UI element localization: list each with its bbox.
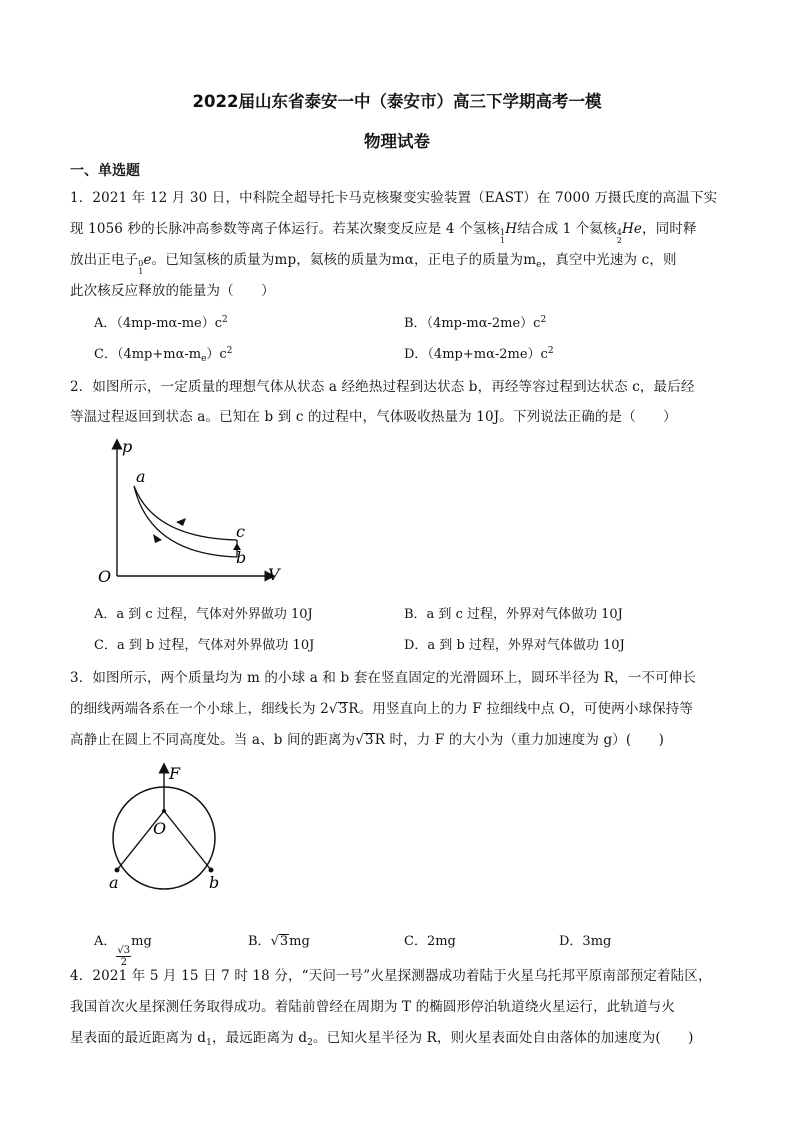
force-f-label: F [169,764,181,783]
q3-line-2: 的细线两端各系在一个小球上，细线长为 2√3R。用竖直向上的力 F 拉细线中点 O，可使两小球保持等 [70,701,694,717]
state-c-label: c [236,522,245,541]
page-title: 2022届山东省泰安一中（泰安市）高三下学期高考一模 [192,92,602,111]
state-a-label: a [136,467,146,486]
q1-line-1: 1．2021 年 12 月 30 日，中科院全超导托卡马克核聚变实验装置（EAST）在 7000 万摄氏度的高温下实 [70,190,718,206]
q1-line-2: 现 1056 秒的长脉冲高参数等离子体运行。若某次聚变反应是 4 个氢核 1 1 H结合成 1 个氦核 4 2 He，同时释 [70,221,697,245]
ball-a-label: a [109,873,119,892]
q1-line-4: 此次核反应释放的能量为（ ） [70,283,275,299]
ball-b-label: b [209,873,220,892]
ball-a [115,868,120,873]
positron-symbol: 0 1 e [138,252,152,276]
ball-b [209,868,214,873]
q2-option-b[interactable]: B．a 到 c 过程，外界对气体做功 10J [404,607,623,622]
pv-diagram [92,436,292,586]
q3-line-1: 3．如图所示，两个质量均为 m 的小球 a 和 b 套在竖直固定的光滑圆环上，圆环半径为 R，一不可伸长 [70,670,697,686]
arrow-on-isotherm [176,518,186,526]
q4-line-2: 我国首次火星探测任务取得成功。着陆前曾经在周期为 T 的椭圆形停泊轨道绕火星运行，此轨道与火 [70,999,675,1015]
string-to-b [164,811,211,870]
q1-option-a[interactable]: A．$(4mp-m\alpha-me)c^2$ [94,315,228,331]
point-o [162,809,166,813]
q1-option-d[interactable]: D．$(4mp+m\alpha-2me)c^2$ [404,346,554,362]
q2-option-a[interactable]: A．a 到 c 过程，气体对外界做功 10J [94,607,313,622]
ring-diagram [96,760,236,900]
p-axis-label: p [122,437,133,456]
origin-label: O [98,567,112,586]
q2-line-2: 等温过程返回到状态 a。已知在 b 到 c 的过程中，气体吸收热量为 10J。下列说法正确的是（ ） [70,409,677,425]
q3-option-b[interactable]: B．√3mg [248,934,310,949]
q4-line-3: 星表面的最近距离为 $d_1$，最远距离为 $d_2$。已知火星半径为 R，则火星表面处自由落体的加速度为( ) [70,1030,694,1048]
hydrogen-nucleus-symbol: 1 1 H [500,221,518,245]
q1-option-c[interactable]: C．$(4mp+m\alpha-m_e)c^2$ [94,346,233,364]
q3-line-3: 高静止在圆上不同高度处。当 a、b 间的距离为√3R 时，力 F 的大小为（重力加速度为 g）( ) [70,732,665,748]
q3-option-c[interactable]: C．2mg [404,934,456,949]
q2-line-1: 2．如图所示，一定质量的理想气体从状态 a 经绝热过程到达状态 b，再经等容过程到达状态 c，最后经 [70,379,695,395]
v-axis-label: V [268,565,280,584]
q3-option-a[interactable]: A． $\frac{√3}{2}$ mg [94,934,152,968]
q4-line-1: 4．2021 年 5 月 15 日 7 时 18 分，“天问一号”火星探测器成功着陆于火星乌托邦平原南部预定着陆区， [70,968,712,984]
q2-option-d[interactable]: D．a 到 b 过程，外界对气体做功 10J [404,638,625,653]
q1-line-3: 放出正电子 0 1 e。已知氢核的质量为mp，氦核的质量为mα，正电子的质量为$m_e$，真空中光速为 c，则 [70,252,677,276]
section-heading-single-choice: 一、单选题 [70,163,140,179]
page-subtitle: 物理试卷 [364,132,430,151]
q2-option-c[interactable]: C．a 到 b 过程，气体对外界做功 10J [94,638,315,653]
isotherm-c-to-a [134,486,237,540]
q3-option-d[interactable]: D．3mg [559,934,612,949]
q1-option-b[interactable]: B．$(4mp-m\alpha-2me)c^2$ [404,315,547,331]
state-b-label: b [236,548,247,567]
adiabat-a-to-b [134,486,237,557]
arrow-on-adiabat [153,534,162,543]
point-o-label: O [153,819,167,838]
helium-nucleus-symbol: 4 2 He [616,221,643,245]
